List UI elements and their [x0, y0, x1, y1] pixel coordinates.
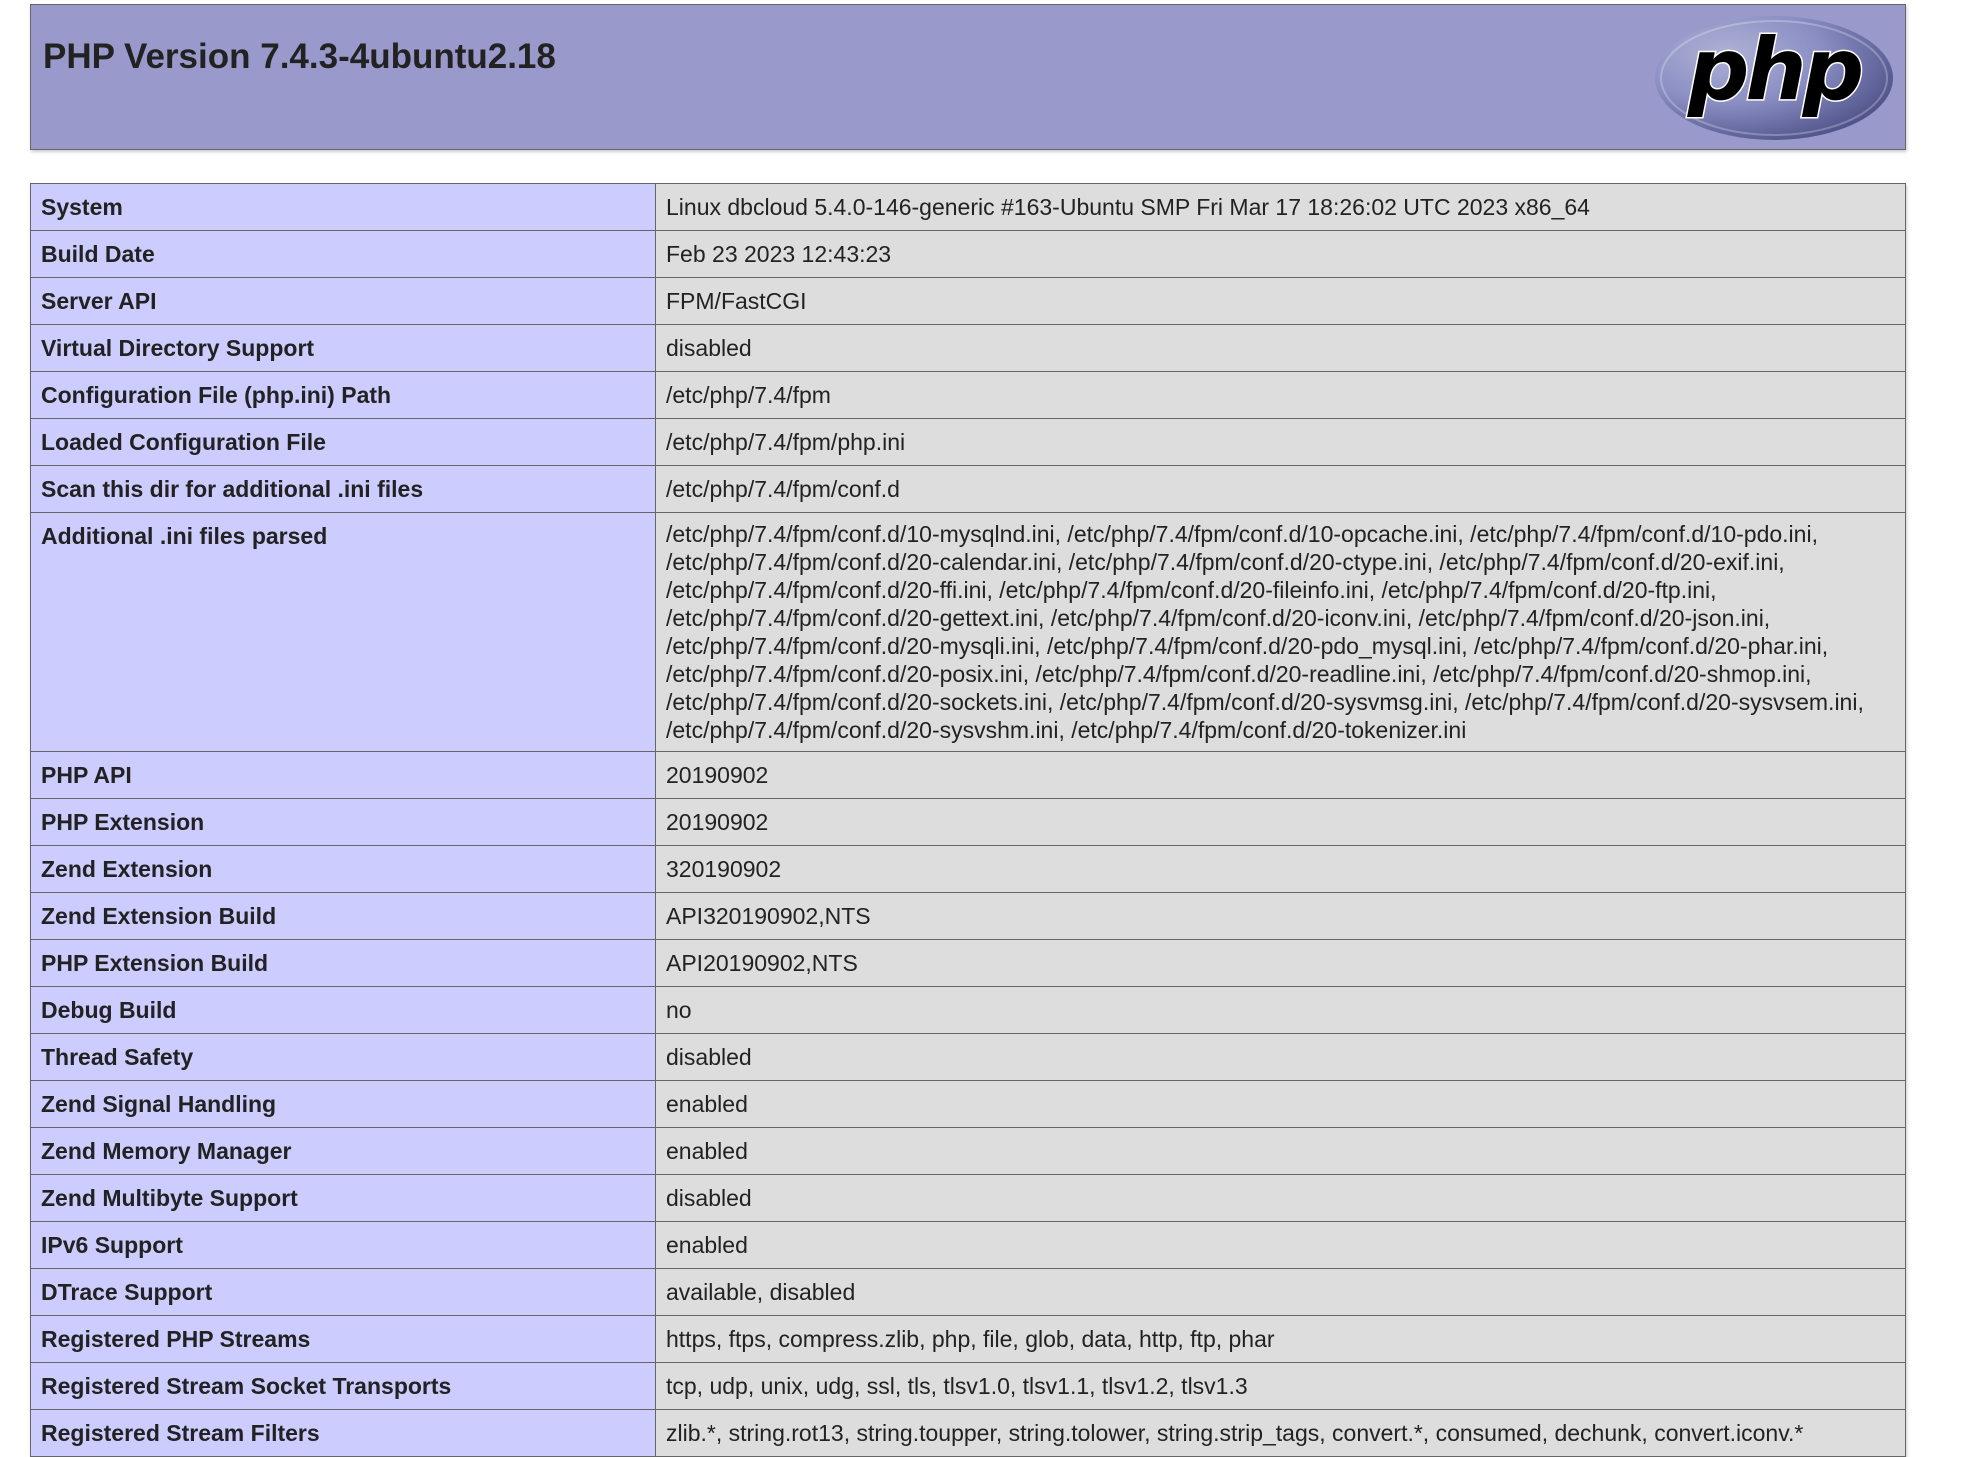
- table-row: [31, 1034, 1906, 1081]
- row-value: FPM/FastCGI: [656, 278, 1906, 325]
- row-label: Build Date: [31, 231, 656, 278]
- row-label: Additional .ini files parsed: [31, 513, 656, 752]
- table-row: [31, 1269, 1906, 1316]
- row-label: IPv6 Support: [31, 1222, 656, 1269]
- table-row: [31, 940, 1906, 987]
- row-label: Configuration File (php.ini) Path: [31, 372, 656, 419]
- phpinfo-page: [30, 4, 1906, 1457]
- table-row: [31, 799, 1906, 846]
- row-value: zlib.*, string.rot13, string.toupper, string.tolower, string.strip_tags, convert.*, consumed, dechunk, convert.iconv.*: [656, 1410, 1906, 1457]
- row-label: PHP API: [31, 752, 656, 799]
- row-label: Zend Memory Manager: [31, 1128, 656, 1175]
- row-label: Registered PHP Streams: [31, 1316, 656, 1363]
- row-value: disabled: [656, 325, 1906, 372]
- row-label: Server API: [31, 278, 656, 325]
- table-row: [31, 184, 1906, 231]
- php-logo-icon[interactable]: [1653, 13, 1895, 143]
- row-value: disabled: [656, 1175, 1906, 1222]
- row-label: Registered Stream Socket Transports: [31, 1363, 656, 1410]
- table-row: [31, 513, 1906, 752]
- table-row: [31, 846, 1906, 893]
- row-label: Zend Extension Build: [31, 893, 656, 940]
- table-row: [31, 893, 1906, 940]
- row-value: enabled: [656, 1081, 1906, 1128]
- table-row: [31, 325, 1906, 372]
- row-label: Registered Stream Filters: [31, 1410, 656, 1457]
- table-row: [31, 1410, 1906, 1457]
- row-label: DTrace Support: [31, 1269, 656, 1316]
- row-value: /etc/php/7.4/fpm/conf.d/10-mysqlnd.ini, /etc/php/7.4/fpm/conf.d/10-opcache.ini, /etc/php/7.4/fpm/conf.d/10-pdo.ini, /etc/php/7.4/fpm/conf.d/20-calendar.ini, /etc/php/7.4/fpm/conf.d/20-ctype.ini, /etc/php/7.4/fpm/conf.d/20-exif.ini, /etc/php/7.4/fpm/conf.d/20-ffi.ini, /etc/php/7.4/fpm/conf.d/20-fileinfo.ini, /etc/php/7.4/fpm/conf.d/20-ftp.ini, /etc/php/7.4/fpm/conf.d/20-gettext.ini, /etc/php/7.4/fpm/conf.d/20-iconv.ini, /etc/php/7.4/fpm/conf.d/20-json.ini, /etc/php/7.4/fpm/conf.d/20-mysqli.ini, /etc/php/7.4/fpm/conf.d/20-pdo_mysql.ini, /etc/php/7.4/fpm/conf.d/20-phar.ini, /etc/php/7.4/fpm/conf.d/20-posix.ini, /etc/php/7.4/fpm/conf.d/20-readline.ini, /etc/php/7.4/fpm/conf.d/20-shmop.ini, /etc/php/7.4/fpm/conf.d/20-sockets.ini, /etc/php/7.4/fpm/conf.d/20-sysvmsg.ini, /etc/php/7.4/fpm/conf.d/20-sysvsem.ini, /etc/php/7.4/fpm/conf.d/20-sysvshm.ini, /etc/php/7.4/fpm/conf.d/20-tokenizer.ini: [656, 513, 1906, 752]
- row-label: Zend Extension: [31, 846, 656, 893]
- table-row: [31, 1081, 1906, 1128]
- row-value: 320190902: [656, 846, 1906, 893]
- table-row: [31, 987, 1906, 1034]
- table-row: [31, 372, 1906, 419]
- table-row: [31, 1175, 1906, 1222]
- table-row: [31, 1222, 1906, 1269]
- row-value: 20190902: [656, 752, 1906, 799]
- row-label: Thread Safety: [31, 1034, 656, 1081]
- row-value: API20190902,NTS: [656, 940, 1906, 987]
- row-value: /etc/php/7.4/fpm/php.ini: [656, 419, 1906, 466]
- row-value: Feb 23 2023 12:43:23: [656, 231, 1906, 278]
- row-value: no: [656, 987, 1906, 1034]
- row-label: Virtual Directory Support: [31, 325, 656, 372]
- row-label: Debug Build: [31, 987, 656, 1034]
- table-row: [31, 752, 1906, 799]
- table-row: [31, 278, 1906, 325]
- row-value: disabled: [656, 1034, 1906, 1081]
- table-row: [31, 1128, 1906, 1175]
- table-row: [31, 1363, 1906, 1410]
- row-value: Linux dbcloud 5.4.0-146-generic #163-Ubuntu SMP Fri Mar 17 18:26:02 UTC 2023 x86_64: [656, 184, 1906, 231]
- table-row: [31, 231, 1906, 278]
- info-table: [30, 183, 1906, 1457]
- row-label: Zend Multibyte Support: [31, 1175, 656, 1222]
- row-value: /etc/php/7.4/fpm/conf.d: [656, 466, 1906, 513]
- row-label: PHP Extension: [31, 799, 656, 846]
- row-label: Loaded Configuration File: [31, 419, 656, 466]
- row-value: enabled: [656, 1222, 1906, 1269]
- row-value: enabled: [656, 1128, 1906, 1175]
- row-value: https, ftps, compress.zlib, php, file, glob, data, http, ftp, phar: [656, 1316, 1906, 1363]
- row-label: System: [31, 184, 656, 231]
- page-title: PHP Version 7.4.3-4ubuntu2.18: [43, 37, 556, 76]
- row-label: Scan this dir for additional .ini files: [31, 466, 656, 513]
- php-logo-text: php: [1687, 20, 1861, 120]
- row-value: tcp, udp, unix, udg, ssl, tls, tlsv1.0, tlsv1.1, tlsv1.2, tlsv1.3: [656, 1363, 1906, 1410]
- row-label: Zend Signal Handling: [31, 1081, 656, 1128]
- table-row: [31, 466, 1906, 513]
- row-value: API320190902,NTS: [656, 893, 1906, 940]
- row-label: PHP Extension Build: [31, 940, 656, 987]
- row-value: /etc/php/7.4/fpm: [656, 372, 1906, 419]
- row-value: 20190902: [656, 799, 1906, 846]
- table-row: [31, 1316, 1906, 1363]
- version-header: [30, 4, 1906, 150]
- table-row: [31, 419, 1906, 466]
- row-value: available, disabled: [656, 1269, 1906, 1316]
